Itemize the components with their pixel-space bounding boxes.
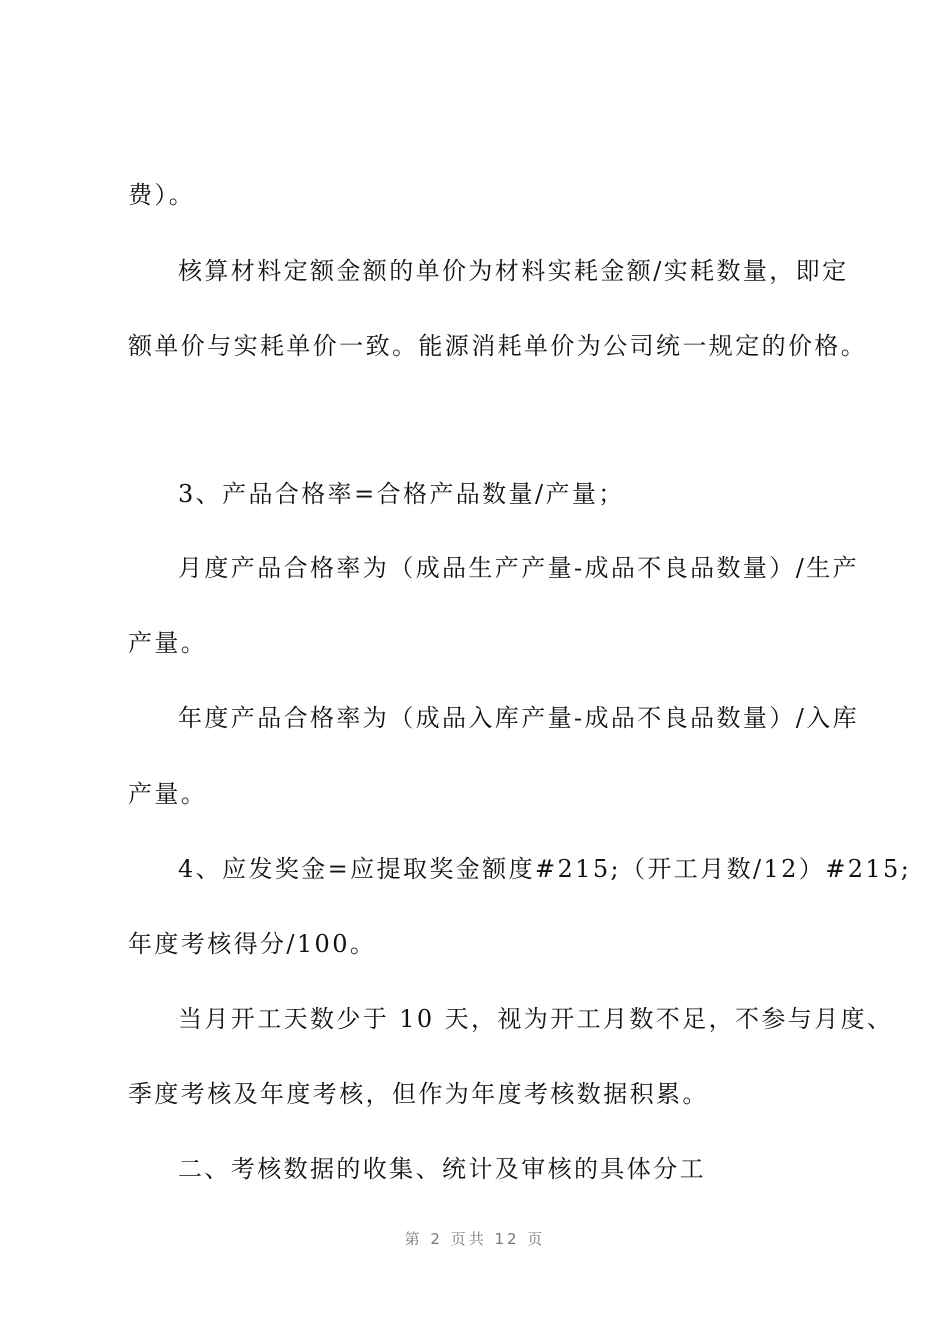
- text-line-10: 年度考核得分/100。: [128, 930, 377, 958]
- text-line-2: 核算材料定额金额的单价为材料实耗金额/实耗数量，即定: [178, 257, 849, 285]
- page-number-footer: 第 2 页共 12 页: [404, 1230, 546, 1248]
- text-line-1: 费）。: [128, 181, 196, 209]
- section-heading-2: 二、考核数据的收集、统计及审核的具体分工: [178, 1155, 706, 1183]
- text-line-7: 年度产品合格率为（成品入库产量-成品不良品数量）/入库: [178, 704, 859, 732]
- text-line-5: 月度产品合格率为（成品生产产量-成品不良品数量）/生产: [178, 554, 859, 582]
- text-line-3: 额单价与实耗单价一致。能源消耗单价为公司统一规定的价格。: [128, 332, 868, 360]
- text-line-11: 当月开工天数少于 10 天，视为开工月数不足，不参与月度、: [178, 1005, 894, 1033]
- text-line-12: 季度考核及年度考核，但作为年度考核数据积累。: [128, 1080, 709, 1108]
- text-line-8: 产量。: [128, 780, 208, 808]
- text-line-6: 产量。: [128, 629, 208, 657]
- section-item-3: 3、产品合格率=合格产品数量/产量；: [178, 480, 625, 508]
- section-item-4: 4、应发奖金=应提取奖金额度#215;（开工月数/12）#215;: [178, 855, 912, 883]
